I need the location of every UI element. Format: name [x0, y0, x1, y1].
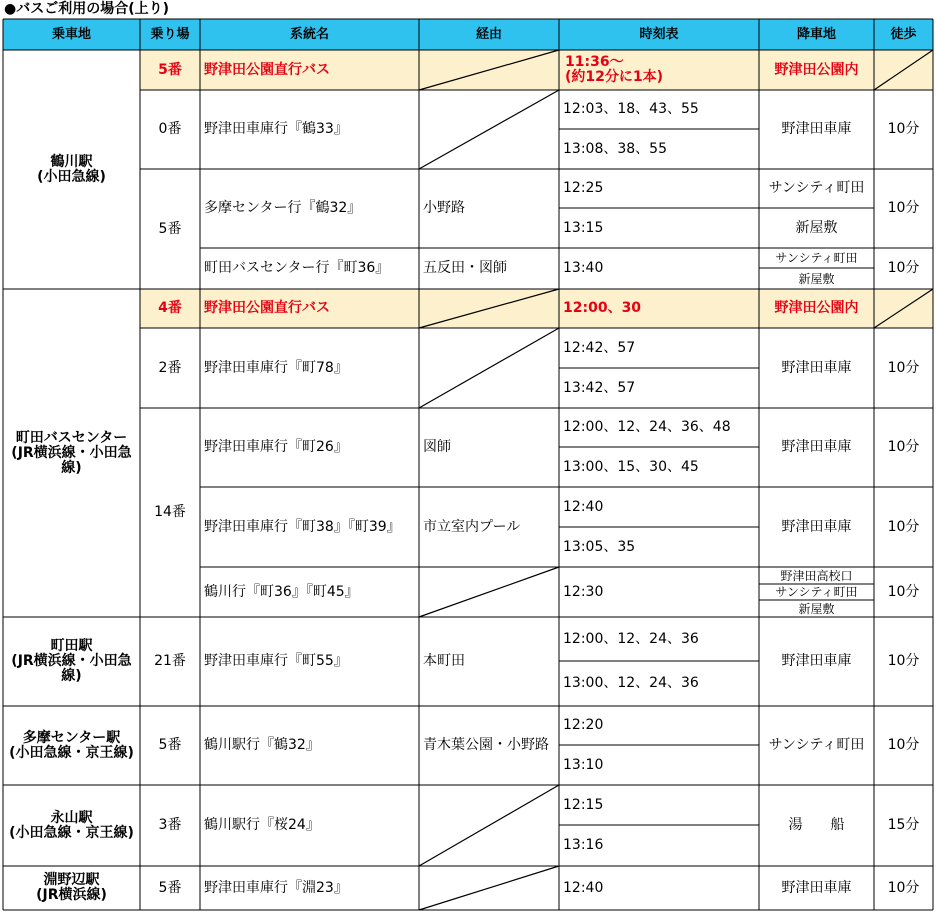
- stop-cell: 野津田車庫: [781, 439, 852, 455]
- time-cell: 13:10: [563, 756, 604, 773]
- station-fuchinobe: 淵野辺駅 (JR横浜線): [36, 872, 107, 903]
- walk-cell: 10分: [887, 359, 920, 376]
- platform-cell: 5番: [158, 879, 182, 896]
- via-cell: 市立室内プール: [423, 518, 521, 535]
- stop-cell: 野津田高校口: [780, 568, 853, 583]
- walk-cell: 10分: [887, 200, 920, 216]
- platform-cell: 0番: [158, 121, 182, 137]
- stop-cell: 野津田車庫: [781, 653, 852, 669]
- route-cell: 野津田車庫行『町26』: [204, 439, 348, 455]
- walk-cell: 10分: [887, 583, 920, 600]
- route-cell: 野津田車庫行『町78』: [204, 359, 348, 376]
- via-cell: 本町田: [423, 653, 465, 669]
- stop-cell: 野津田車庫: [781, 879, 852, 896]
- table-grid: [3, 19, 933, 910]
- stop-cell: 湯 船: [788, 817, 845, 833]
- header-platform: 乗り場: [140, 19, 200, 50]
- time-cell: 12:00、30: [563, 300, 642, 316]
- platform-cell: 14番: [154, 504, 186, 520]
- station-machida: 町田駅 (JR横浜線・小田急 線): [11, 638, 132, 684]
- station-tsurukawa: 鶴川駅 (小田急線): [37, 153, 106, 185]
- stop-cell: 新屋敷: [795, 219, 838, 236]
- header-via: 経由: [419, 19, 559, 50]
- header-route-name: 系統名: [200, 19, 419, 50]
- time-cell: 12:30: [563, 583, 604, 600]
- stop-cell: 野津田車庫: [781, 518, 852, 535]
- page-title: ●バスご利用の場合(上り): [4, 1, 170, 17]
- stop-cell: サンシティ町田: [775, 251, 858, 265]
- walk-cell: 10分: [887, 879, 920, 896]
- stop-cell: サンシティ町田: [768, 180, 865, 196]
- header-timetable: 時刻表: [559, 19, 759, 50]
- walk-cell: 10分: [887, 653, 920, 669]
- time-cell: 13:00、12、24、36: [563, 675, 699, 691]
- walk-cell: 10分: [887, 439, 920, 455]
- route-cell: 野津田車庫行『町38』『町39』: [204, 518, 401, 535]
- platform-cell: 5番: [158, 61, 182, 78]
- via-cell: 小野路: [423, 200, 465, 216]
- walk-cell: 10分: [887, 121, 920, 137]
- time-cell: 12:25: [563, 180, 604, 196]
- platform-cell: 4番: [158, 300, 182, 316]
- route-cell: 野津田公園直行バス: [204, 61, 330, 78]
- via-cell: 五反田・図師: [423, 260, 507, 276]
- time-cell: 12:20: [563, 717, 604, 733]
- route-cell: 野津田車庫行『鶴33』: [204, 121, 348, 137]
- time-cell: 13:00、15、30、45: [563, 458, 699, 475]
- route-cell: 野津田車庫行『町55』: [204, 653, 348, 669]
- walk-cell: 10分: [887, 518, 920, 535]
- header-boarding-place: 乗車地: [3, 19, 140, 50]
- time-cell: 13:42、57: [563, 379, 636, 396]
- time-cell: 13:40: [563, 260, 604, 276]
- station-machida-bus-center: 町田バスセンター (JR横浜線・小田急 線): [11, 429, 132, 476]
- stop-cell: サンシティ町田: [775, 585, 858, 599]
- time-cell: 12:42、57: [563, 339, 636, 356]
- time-cell: 12:15: [563, 796, 604, 813]
- time-cell: 12:00、12、24、36、48: [563, 419, 731, 435]
- route-cell: 鶴川行『町36』『町45』: [204, 583, 359, 600]
- stop-cell: 新屋敷: [798, 271, 835, 286]
- platform-cell: 2番: [158, 359, 182, 376]
- header-walk: 徒歩: [874, 19, 933, 50]
- stop-cell: サンシティ町田: [768, 737, 865, 753]
- walk-cell: 10分: [887, 260, 920, 276]
- stop-cell: 新屋敷: [798, 601, 835, 616]
- route-cell: 野津田車庫行『淵23』: [204, 879, 348, 896]
- time-cell: 11:36〜 (約12分に1本): [565, 54, 664, 85]
- route-cell: 町田バスセンター行『町36』: [204, 260, 390, 276]
- header-alighting-place: 降車地: [759, 19, 874, 50]
- time-cell: 12:40: [563, 879, 604, 896]
- time-cell: 13:15: [563, 219, 604, 236]
- walk-cell: 10分: [887, 737, 920, 753]
- station-tama-center: 多摩センター駅 (小田急線・京王線): [9, 729, 134, 761]
- via-cell: 図師: [423, 439, 451, 455]
- time-cell: 13:08、38、55: [563, 140, 667, 157]
- platform-cell: 5番: [158, 737, 182, 753]
- time-cell: 12:03、18、43、55: [563, 101, 699, 117]
- route-cell: 野津田公園直行バス: [204, 300, 330, 316]
- walk-cell: 15分: [887, 817, 920, 833]
- via-cell: 青木葉公園・小野路: [423, 737, 549, 753]
- time-cell: 12:00、12、24、36: [563, 630, 699, 647]
- bus-timetable: [3, 19, 933, 910]
- platform-cell: 21番: [154, 653, 186, 669]
- stop-cell: 野津田車庫: [781, 359, 852, 376]
- route-cell: 鶴川駅行『鶴32』: [204, 737, 320, 753]
- time-cell: 13:05、35: [563, 538, 636, 555]
- stop-cell: 野津田車庫: [781, 121, 852, 137]
- platform-cell: 3番: [158, 817, 182, 833]
- time-cell: 13:16: [563, 837, 604, 853]
- route-cell: 鶴川駅行『桜24』: [204, 817, 320, 833]
- station-nagayama: 永山駅 (小田急線・京王線): [9, 809, 134, 841]
- platform-cell: 5番: [158, 220, 182, 237]
- stop-cell: 野津田公園内: [774, 300, 859, 316]
- stop-cell: 野津田公園内: [774, 61, 859, 78]
- route-cell: 多摩センター行『鶴32』: [204, 200, 362, 216]
- time-cell: 12:40: [563, 498, 604, 515]
